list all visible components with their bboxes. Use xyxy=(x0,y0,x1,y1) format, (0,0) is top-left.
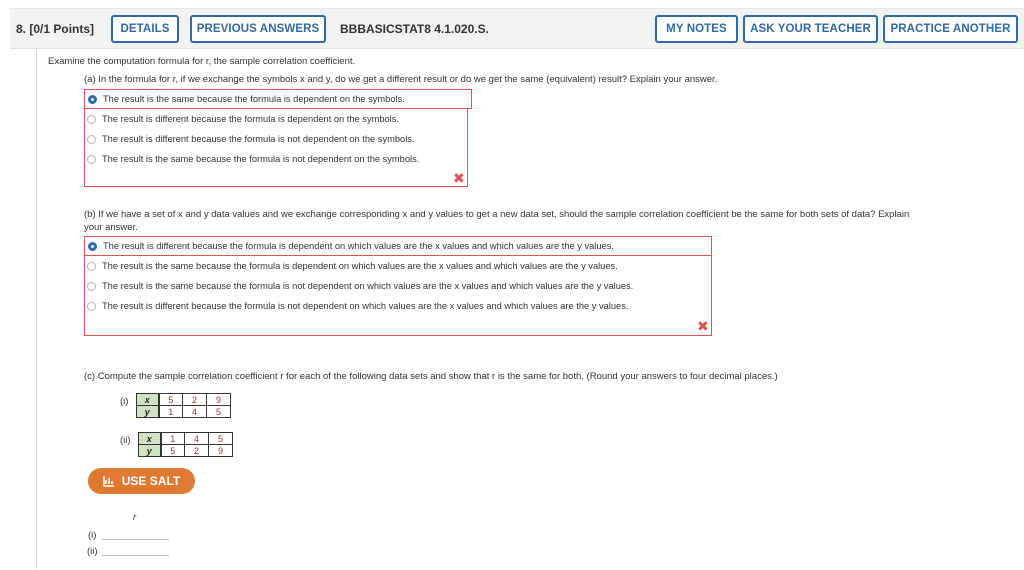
details-button[interactable]: DETAILS xyxy=(111,15,179,43)
radio-icon[interactable] xyxy=(87,115,96,124)
ask-your-teacher-button[interactable]: ASK YOUR TEACHER xyxy=(743,15,878,43)
part-a-option-4[interactable]: The result is the same because the formula is not dependent on the symbols. xyxy=(84,149,419,169)
data-table-i xyxy=(136,393,231,418)
table-cell: 9 xyxy=(209,445,233,457)
table-cell: 9 xyxy=(207,394,231,406)
previous-answers-button[interactable]: PREVIOUS ANSWERS xyxy=(190,15,326,43)
answer-column-header: r xyxy=(133,512,137,523)
part-b-question-line2: your answer. xyxy=(84,222,138,233)
x-icon: ✖ xyxy=(453,170,465,186)
radio-icon[interactable] xyxy=(87,135,96,144)
data-table-ii xyxy=(138,432,233,457)
y-label: y xyxy=(139,445,161,457)
table-cell: 5 xyxy=(207,406,231,418)
table-cell: 5 xyxy=(159,394,183,406)
question-header xyxy=(10,8,1024,49)
part-b-option-3[interactable]: The result is the same because the formula is not dependent on which values are the x values and which values are the y values. xyxy=(84,276,633,296)
my-notes-button[interactable]: MY NOTES xyxy=(655,15,738,43)
part-a-option-3[interactable]: The result is different because the formula is not dependent on the symbols. xyxy=(84,129,415,149)
part-b-option-4[interactable]: The result is different because the formula is not dependent on which values are the x values and which values are the y values. xyxy=(84,296,628,316)
part-b-option-2[interactable]: The result is the same because the formula is dependent on which values are the x values and which values are the y values. xyxy=(84,256,618,276)
table-cell: 2 xyxy=(185,445,209,457)
table-cell: 4 xyxy=(185,433,209,445)
table-cell: 5 xyxy=(209,433,233,445)
table-cell: 4 xyxy=(183,406,207,418)
x-label: x xyxy=(139,433,161,445)
problem-code: BBBASICSTAT8 4.1.020.S. xyxy=(340,22,489,36)
use-salt-button[interactable]: USE SALT xyxy=(88,468,195,494)
part-b-option-1[interactable]: The result is different because the formula is dependent on which values are the x values and which values are the y values. xyxy=(84,236,712,256)
x-icon: ✖ xyxy=(697,318,709,334)
radio-icon[interactable] xyxy=(87,262,96,271)
radio-icon[interactable] xyxy=(87,155,96,164)
table-cell: 1 xyxy=(161,433,185,445)
question-left-border xyxy=(36,49,37,569)
part-b-question-line1: (b) If we have a set of x and y data values and we exchange corresponding x and y values to get a new data set, should the sample correlation coefficient be the same for both sets of data? Explain xyxy=(84,209,910,220)
radio-icon[interactable] xyxy=(87,302,96,311)
table-cell: 1 xyxy=(159,406,183,418)
table-ii-label: (ii) xyxy=(120,435,131,446)
answer-input-ii[interactable] xyxy=(102,555,169,556)
radio-selected-icon[interactable] xyxy=(88,95,97,104)
question-number: 8. [0/1 Points] xyxy=(16,22,95,36)
part-c-question: (c) Compute the sample correlation coefficient r for each of the following data sets and show that r is the same for both. (Round your answers to four decimal places.) xyxy=(84,371,778,382)
table-cell: 5 xyxy=(161,445,185,457)
table-i-label: (i) xyxy=(120,396,129,407)
y-label: y xyxy=(137,406,159,418)
radio-selected-icon[interactable] xyxy=(88,242,97,251)
table-cell: 2 xyxy=(183,394,207,406)
x-label: x xyxy=(137,394,159,406)
practice-another-button[interactable]: PRACTICE ANOTHER xyxy=(883,15,1018,43)
answer-label-ii: (ii) xyxy=(87,546,98,557)
salt-chart-icon xyxy=(103,475,115,487)
answer-input-i[interactable] xyxy=(102,539,169,540)
part-a-option-2[interactable]: The result is different because the formula is dependent on the symbols. xyxy=(84,109,399,129)
part-a-question: (a) In the formula for r, if we exchange the symbols x and y, do we get a different result or do we get the same (equivalent) result? Explain your answer. xyxy=(84,74,718,85)
intro-text: Examine the computation formula for r, the sample correlation coefficient. xyxy=(48,56,356,67)
part-a-option-1[interactable]: The result is the same because the formula is dependent on the symbols. xyxy=(84,89,472,109)
radio-icon[interactable] xyxy=(87,282,96,291)
answer-label-i: (i) xyxy=(88,530,97,541)
